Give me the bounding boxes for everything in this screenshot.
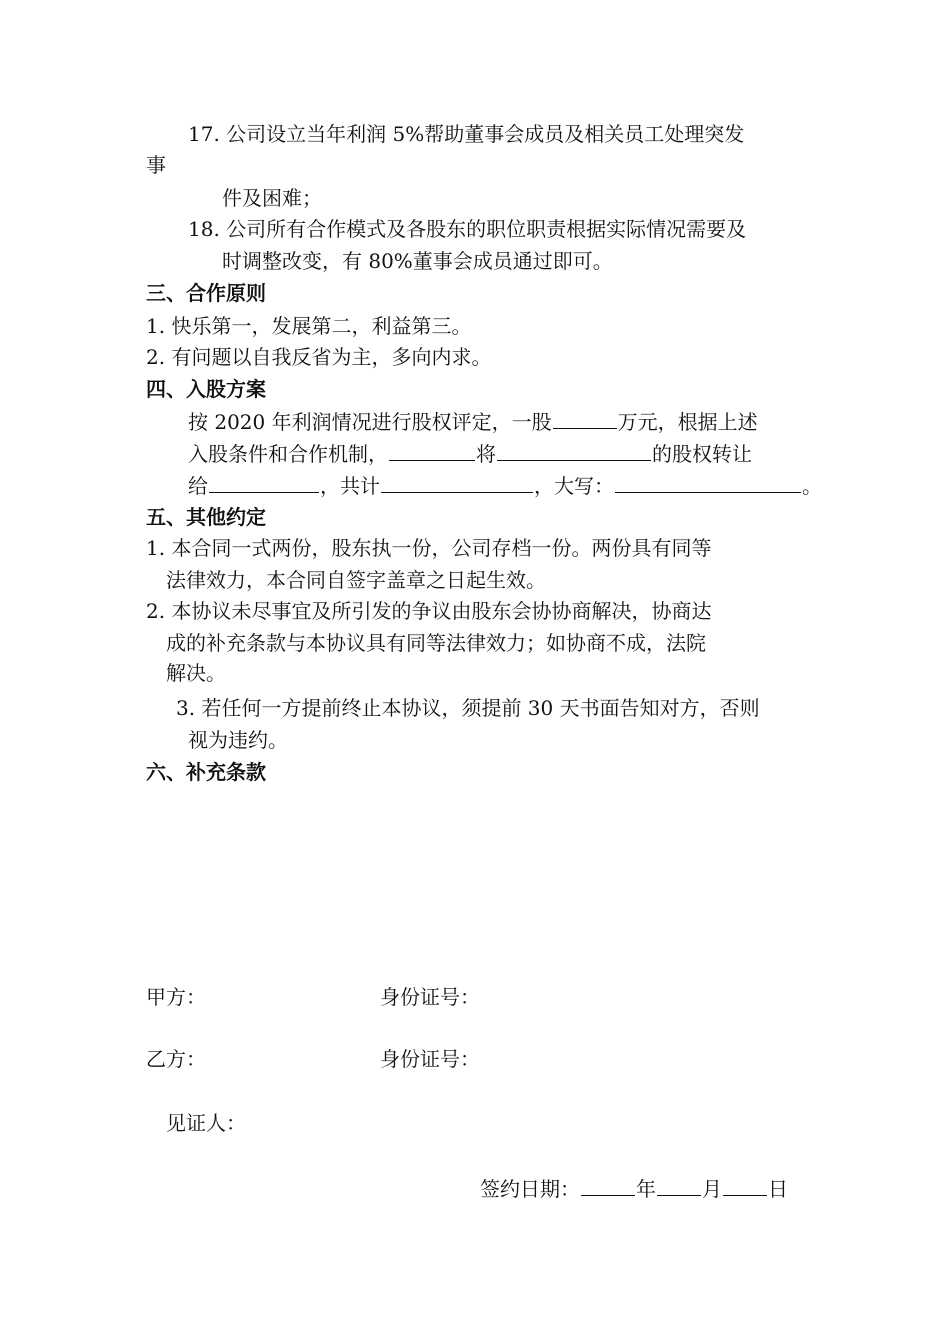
section4-heading: 四、入股方案 — [146, 377, 266, 401]
section4-line3-text-b: ，共计 — [320, 474, 380, 498]
amount-in-words-blank[interactable] — [615, 472, 801, 493]
section4-line2 — [188, 440, 752, 466]
clause-18-line1: 18. 公司所有合作模式及各股东的职位职责根据实际情况需要及 — [188, 217, 747, 241]
year-blank[interactable] — [581, 1175, 635, 1196]
section4-line2-text-c: 的股权转让 — [652, 442, 752, 466]
day-blank[interactable] — [723, 1175, 767, 1196]
clause-17-line2: 事 — [146, 153, 166, 177]
section5-item2-line1: 2. 本协议未尽事宜及所引发的争议由股东会协协商解决，协商达 — [146, 599, 712, 623]
section4-line2-text-b: 将 — [476, 442, 496, 466]
section5-heading: 五、其他约定 — [146, 505, 266, 529]
section5-item2-line3: 解决。 — [166, 661, 226, 685]
party-a-label: 甲方： — [146, 985, 206, 1009]
section4-line3 — [188, 472, 822, 498]
section4-line1-text-b: 万元，根据上述 — [617, 410, 758, 434]
section5-item1-line1: 1. 本合同一式两份，股东执一份，公司存档一份。两份具有同等 — [146, 536, 712, 560]
share-price-blank[interactable] — [553, 408, 617, 429]
section4-line1 — [188, 408, 758, 434]
total-amount-blank[interactable] — [381, 472, 533, 493]
equity-share-blank[interactable] — [497, 440, 651, 461]
transferee-blank[interactable] — [209, 472, 319, 493]
section4-line1-text-a: 按 2020 年利润情况进行股权评定，一股 — [188, 410, 552, 434]
section4-line2-text-a: 入股条件和合作机制， — [188, 442, 388, 466]
section4-line3-text-c: ，大写： — [534, 474, 614, 498]
signing-date — [480, 1175, 788, 1201]
month-blank[interactable] — [657, 1175, 701, 1196]
witness-label: 见证人： — [166, 1111, 246, 1135]
section5-item3-line2: 视为违约。 — [188, 728, 288, 752]
party-b-label: 乙方： — [146, 1047, 206, 1071]
signing-date-label: 签约日期： — [480, 1177, 580, 1201]
section5-item3-line1: 3. 若任何一方提前终止本协议，须提前 30 天书面告知对方，否则 — [176, 696, 760, 720]
clause-18-line2: 时调整改变，有 80%董事会成员通过即可。 — [222, 249, 613, 273]
section4-line3-text-d: 。 — [802, 474, 822, 498]
clause-17-line3: 件及困难； — [222, 186, 322, 210]
clause-17-line1: 17. 公司设立当年利润 5%帮助董事会成员及相关员工处理突发 — [188, 122, 745, 146]
transferor-blank[interactable] — [389, 440, 475, 461]
section5-item1-line2: 法律效力，本合同自签字盖章之日起生效。 — [166, 568, 546, 592]
section3-item1: 1. 快乐第一，发展第二，利益第三。 — [146, 314, 472, 338]
party-b-id-label: 身份证号： — [380, 1047, 480, 1071]
party-a-id-label: 身份证号： — [380, 985, 480, 1009]
section6-heading: 六、补充条款 — [146, 760, 266, 784]
section3-item2: 2. 有问题以自我反省为主，多向内求。 — [146, 345, 492, 369]
section4-line3-text-a: 给 — [188, 474, 208, 498]
year-label: 年 — [636, 1177, 656, 1201]
month-label: 月 — [702, 1177, 722, 1201]
section3-heading: 三、合作原则 — [146, 281, 266, 305]
section5-item2-line2: 成的补充条款与本协议具有同等法律效力；如协商不成，法院 — [166, 631, 706, 655]
day-label: 日 — [768, 1177, 788, 1201]
